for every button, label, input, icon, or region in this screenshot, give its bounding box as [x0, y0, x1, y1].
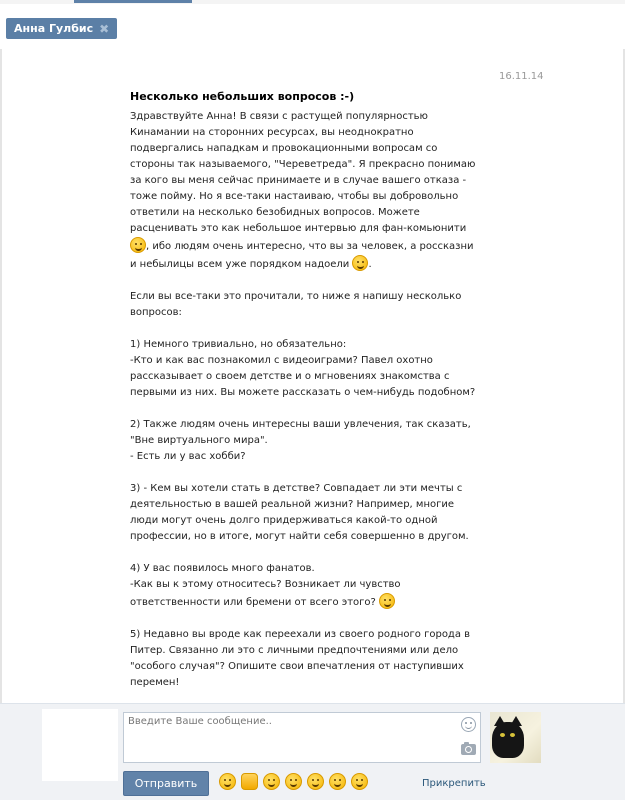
smile-emoji-icon [352, 255, 368, 271]
message-paragraph: , ибо людям очень интересно, что вы за человек, а россказни и небылицы всем уже порядком надоели [130, 241, 474, 270]
message-composer [0, 703, 625, 800]
big-grin-emoji-icon[interactable] [351, 773, 368, 790]
conversation-tab-label: Анна Гулбис [14, 22, 94, 35]
conversation-tab-chip[interactable] [6, 18, 117, 39]
smile-emoji-icon [379, 593, 395, 609]
message-paragraph: -Как вы к этому относитесь? Возникает ли чувство ответственности или бремени от всего этого? [130, 579, 401, 608]
attach-link[interactable]: Прикрепить [422, 778, 486, 789]
message-title: Несколько небольших вопросов :-) [130, 90, 355, 103]
conversation-tabs-bar [0, 4, 625, 49]
message-paragraph: 2) Также людям очень интересны ваши увлечения, так сказать, "Вне виртуального мира". [130, 419, 471, 446]
cat-eye [510, 733, 515, 737]
thumbs-up-emoji-icon[interactable] [241, 773, 258, 790]
smile-emoji-icon[interactable] [263, 773, 280, 790]
send-button[interactable]: Отправить [123, 771, 209, 796]
message-text: Здравствуйте Анна! В связи с растущей популярностью Кинамании на сторонних ресурсах, вы неоднократно подвергались нападкам и провокационными вопросам со стороны так называемого, "Череветреда". Я прекрасно понимаю за кого вы меня сейчас принимаете и в случае вашего отказа - тоже пойму. Но я все-таки настаиваю, чтобы вы добровольно ответили на несколько безобидных вопросов. Можете расценивать это как небольшое интервью для фан-комьюнити , ибо людям очень интересно, что вы за человек, а россказни и небылицы всем уже порядком надоели . Если вы все-таки это прочитали, то ниже я напишу несколько вопросов: 1) Немного тривиально, но обязательно: -Кто и как вас познакомил с видеоиграми? Павел охотно рассказывает о своем детстве и о мгновениях знакомства с первыми из них. Вы можете рассказать о чем-нибудь подобном? 2) Также людям очень интересны ваши увлечения, так сказать, "Вне виртуального мира". - Есть ли у вас хобби? 3) - Кем вы хотели стать в детстве? Совпадает ли эти мечты с деятельностью в вашей реальной жизни? Например, многие люди могут очень долго придерживаться какой-то одной профессии, но в итоге, могут найти себя совершенно в другом. 4) У вас появилось много фанатов. -Как вы к этому относитесь? Возникает ли чувство ответственности или бремени от всего этого? 5) Недавно вы вроде как переехали из своего родного города в Питер. Связанно ли это с личными предпочтениями или дело "особого случая"? Опишите свои впечатления от наступивших перемен! [130, 109, 480, 691]
message-paragraph: 4) У вас появилось много фанатов. [130, 563, 315, 574]
cat-body [492, 722, 524, 758]
message-input[interactable] [128, 716, 448, 756]
message-paragraph: 5) Недавно вы вроде как переехали из своего родного города в Питер. Связанно ли это с личными предпочтениями или дело "особого случая"? Опишите свои впечатления от наступивших перемен! [130, 629, 471, 688]
grin-emoji-icon[interactable] [285, 773, 302, 790]
quick-emoji-bar [219, 773, 368, 790]
message-paragraph: -Кто и как вас познакомил с видеоиграми? Павел охотно рассказывает о своем детстве и о мгновениях знакомства с первыми из них. Вы можете рассказать о чем-нибудь подобном? [130, 355, 476, 398]
message-paragraph: 3) - Кем вы хотели стать в детстве? Совпадает ли эти мечты с деятельностью в вашей реальной жизни? Например, многие люди могут очень долго придерживаться какой-то одной профессии, но в итоге, могут найти себя совершенно в другом. [130, 483, 469, 542]
message [130, 90, 480, 691]
laughing-emoji-icon[interactable] [219, 773, 236, 790]
peer-avatar[interactable] [490, 712, 541, 763]
wink-emoji-icon[interactable] [307, 773, 324, 790]
message-paragraph: - Есть ли у вас хобби? [130, 451, 246, 462]
close-icon[interactable]: ✖ [99, 21, 110, 36]
cat-eye [500, 733, 505, 737]
message-date: 16.11.14 [499, 71, 544, 82]
message-paragraph: 1) Немного тривиально, но обязательно: [130, 339, 347, 350]
wink-emoji-icon [130, 237, 146, 253]
eye-roll-emoji-icon[interactable] [329, 773, 346, 790]
message-paragraph: Если вы все-таки это прочитали, то ниже я напишу несколько вопросов: [130, 291, 462, 318]
message-input-box [123, 712, 481, 763]
active-tab-indicator [74, 0, 192, 3]
my-avatar [42, 709, 118, 781]
emoji-picker-icon[interactable] [461, 717, 476, 732]
message-history[interactable] [0, 49, 625, 703]
camera-icon[interactable] [461, 744, 476, 755]
message-paragraph: Здравствуйте Анна! В связи с растущей популярностью Кинамании на сторонних ресурсах, вы неоднократно подвергались нападкам и провокационными вопросам со стороны так называемого, "Череветреда". Я прекрасно понимаю за кого вы меня сейчас принимаете и в случае вашего отказа - тоже пойму. Но я все-таки настаиваю, чтобы вы добровольно ответили на несколько безобидных вопросов. Можете расценивать это как небольшое интервью для фан-комьюнити [130, 111, 476, 234]
